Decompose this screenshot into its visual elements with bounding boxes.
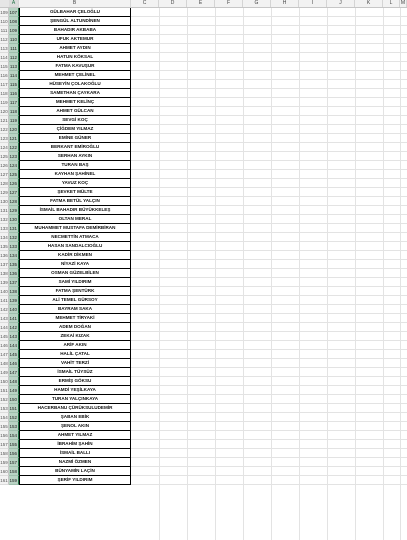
row-header[interactable]: 116 [0, 73, 8, 78]
cell-b-name[interactable]: ŞENOL AKIN [19, 422, 131, 431]
column-header-a[interactable]: A [9, 0, 19, 7]
cell-b-name[interactable]: HASAN SANDALCIOĞLU [19, 242, 131, 251]
row-header[interactable]: 139 [0, 280, 8, 285]
row-header[interactable]: 132 [0, 217, 8, 222]
grid-row-line [131, 412, 407, 413]
column-header-c[interactable]: C [131, 0, 159, 7]
cell-a[interactable]: 108 [9, 19, 17, 24]
grid-row-line [131, 97, 407, 98]
grid-row-line [131, 232, 407, 233]
grid-row-line [131, 214, 407, 215]
grid-row-line [131, 466, 407, 467]
column-header-g[interactable]: G [243, 0, 271, 7]
cell-a[interactable]: 135 [9, 262, 17, 267]
grid-row-line [131, 178, 407, 179]
row-header[interactable]: 151 [0, 388, 8, 393]
cell-a[interactable]: 130 [9, 217, 17, 222]
grid-row-line [131, 88, 407, 89]
cell-b-name[interactable]: BÜNYAMİN LAÇİN [19, 467, 131, 476]
cell-b-name[interactable]: UFUK AKTEMUR [19, 35, 131, 44]
row-header[interactable]: 146 [0, 343, 8, 348]
column-header-k[interactable]: K [355, 0, 383, 7]
grid-row-line [131, 331, 407, 332]
cell-a[interactable]: 129 [9, 208, 17, 213]
cell-b-name[interactable]: AHMET GÜLCAN [19, 107, 131, 116]
grid-row-line [131, 448, 407, 449]
grid-row-line [131, 358, 407, 359]
row-header[interactable]: 140 [0, 289, 8, 294]
cell-b-name[interactable]: NECMETTİN ATMACA [19, 233, 131, 242]
cell-b-name[interactable]: SAMETHAN ÇAYKARA [19, 89, 131, 98]
grid-row-line [131, 367, 407, 368]
row-header[interactable]: 149 [0, 370, 8, 375]
grid-row-line [131, 79, 407, 80]
cell-a[interactable]: 141 [9, 316, 17, 321]
cell-b-name[interactable]: OSMAN GÜZELBİLEN [19, 269, 131, 278]
grid-row-line [131, 421, 407, 422]
cell-b-name[interactable]: BAYRAM SAKA [19, 305, 131, 314]
grid-row-line [131, 16, 407, 17]
column-header-b[interactable]: B [19, 0, 131, 7]
row-header[interactable]: 119 [0, 100, 8, 105]
cell-b-name[interactable]: HACERBANU ÇÜRÜKSULUDEMİR [19, 404, 131, 413]
grid-row-line [131, 394, 407, 395]
grid-row-line [131, 268, 407, 269]
cell-a[interactable]: 121 [9, 136, 17, 141]
cell-a[interactable]: 159 [9, 478, 17, 483]
grid-row-line [131, 196, 407, 197]
cell-a[interactable]: 144 [9, 343, 17, 348]
row-header[interactable]: 133 [0, 226, 8, 231]
row-header[interactable]: 160 [0, 469, 8, 474]
cell-b-name[interactable]: FATMA KAVUŞUR [19, 62, 131, 71]
cell-b-name[interactable]: ARİF AKIN [19, 341, 131, 350]
cell-b-name[interactable]: MEHMET KELİNÇ [19, 98, 131, 107]
grid-row-line [131, 322, 407, 323]
cell-a[interactable]: 124 [9, 163, 17, 168]
cell-b-name[interactable]: VAHİT TERZİ [19, 359, 131, 368]
cell-a[interactable]: 111 [10, 46, 17, 51]
row-header[interactable]: 115 [0, 64, 8, 69]
grid-row-line [131, 115, 407, 116]
cell-a[interactable]: 119 [9, 118, 17, 123]
cell-a[interactable]: 123 [9, 154, 17, 159]
cell-b-name[interactable]: OLTAN MERAL [19, 215, 131, 224]
grid-row-line [131, 484, 407, 485]
cell-b-name[interactable]: İSMAİL TÜYSÜZ [19, 368, 131, 377]
cell-a[interactable]: 133 [9, 244, 17, 249]
column-header-h[interactable]: H [271, 0, 299, 7]
cell-a[interactable]: 150 [9, 397, 17, 402]
cell-a[interactable]: 109 [9, 28, 17, 33]
row-header[interactable]: 120 [0, 109, 8, 114]
cell-a[interactable]: 155 [9, 442, 17, 447]
grid-row-line [131, 133, 407, 134]
row-header[interactable]: 112 [0, 37, 8, 42]
cell-b-name[interactable]: MEHMET TİRYAKİ [19, 314, 131, 323]
row-header[interactable]: 127 [0, 172, 8, 177]
cell-a[interactable]: 143 [9, 334, 17, 339]
cell-b-name[interactable]: ERMİŞ GÖKSU [19, 377, 131, 386]
cell-b-name[interactable]: ŞABAN EBİK [19, 413, 131, 422]
column-header-f[interactable]: F [215, 0, 243, 7]
grid-row-line [131, 34, 407, 35]
cell-b-name[interactable]: KAYHAN ŞAHİNEL [19, 170, 131, 179]
row-header[interactable]: 159 [0, 460, 8, 465]
row-header[interactable]: 154 [0, 415, 8, 420]
cell-a[interactable]: 125 [9, 172, 17, 177]
cell-a[interactable]: 147 [9, 370, 17, 375]
cell-b-name[interactable]: GÜLBAHAR ÇELOĞLU [19, 8, 131, 17]
cell-b-name[interactable]: TURAN BAŞ [19, 161, 131, 170]
cell-a[interactable]: 140 [9, 307, 17, 312]
row-header[interactable]: 157 [0, 442, 8, 447]
row-header[interactable]: 114 [0, 55, 8, 60]
cell-a[interactable]: 152 [9, 415, 17, 420]
cell-a[interactable]: 118 [9, 109, 17, 114]
grid-row-line [131, 160, 407, 161]
grid-row-line [131, 25, 407, 26]
cell-a[interactable]: 157 [9, 460, 17, 465]
cell-b-name[interactable]: İSMAİL BAHADIR BÜYÜKKELEŞ [19, 206, 131, 215]
cell-b-name[interactable]: AHMET YILMAZ [19, 431, 131, 440]
cell-a[interactable]: 154 [9, 433, 17, 438]
row-header[interactable]: 156 [0, 433, 8, 438]
row-header[interactable]: 121 [0, 118, 8, 123]
cell-a[interactable]: 115 [9, 82, 17, 87]
grid-row-line [131, 169, 407, 170]
row-header[interactable]: 141 [0, 298, 8, 303]
cell-b-name[interactable]: MEHMET ÇELİNEL [19, 71, 131, 80]
cell-b-name[interactable]: SERHAN AYKIN [19, 152, 131, 161]
cell-a[interactable]: 134 [9, 253, 17, 258]
column-header-l[interactable]: L [383, 0, 400, 7]
row-header[interactable]: 137 [0, 262, 8, 267]
cell-b-name[interactable]: ŞENGÜL ALTUNDİNEN [19, 17, 131, 26]
row-header[interactable]: 155 [0, 424, 8, 429]
grid-row-line [131, 430, 407, 431]
cell-a[interactable]: 116 [9, 91, 17, 96]
cell-a[interactable]: 149 [9, 388, 17, 393]
row-header[interactable]: 153 [0, 406, 8, 411]
row-header[interactable]: 145 [0, 334, 8, 339]
row-header[interactable]: 138 [0, 271, 8, 276]
cell-b-name[interactable]: HÜSEYİN ÇOLAKOĞLU [19, 80, 131, 89]
cell-b-name[interactable]: ÇİĞDEM YILMAZ [19, 125, 131, 134]
cell-a[interactable]: 142 [9, 325, 17, 330]
cell-b-name[interactable]: MUHAMMET MUSTAFA DEMİRBİRAN [19, 224, 131, 233]
cell-a[interactable]: 120 [9, 127, 17, 132]
grid-row-line [131, 376, 407, 377]
column-header-m[interactable]: M [400, 0, 406, 6]
row-header[interactable]: 124 [0, 145, 8, 150]
row-header[interactable]: 161 [0, 478, 8, 483]
cell-a[interactable]: 128 [9, 199, 17, 204]
grid-row-line [131, 187, 407, 188]
cell-a[interactable]: 151 [9, 406, 17, 411]
cell-a[interactable]: 113 [9, 64, 17, 69]
row-header[interactable]: 110 [0, 19, 8, 24]
row-header[interactable]: 142 [0, 307, 8, 312]
grid-row-line [131, 43, 407, 44]
cell-a[interactable]: 122 [9, 145, 17, 150]
cell-a[interactable]: 131 [9, 226, 17, 231]
cell-b-name[interactable]: KADİR DİKMEN [19, 251, 131, 260]
grid-row-line [131, 277, 407, 278]
cell-b-name[interactable]: ALİ TEMEL GÜRSOY [19, 296, 131, 305]
grid-row-line [131, 250, 407, 251]
row-header[interactable]: 118 [0, 91, 8, 96]
cell-b-name[interactable]: EMİNE GÜNER [19, 134, 131, 143]
cell-a[interactable]: 138 [9, 289, 17, 294]
grid-row-line [131, 349, 407, 350]
column-header-e[interactable]: E [187, 0, 215, 7]
row-header[interactable]: 113 [0, 46, 8, 51]
column-header-j[interactable]: J [327, 0, 355, 7]
grid-row-line [131, 313, 407, 314]
cell-b-name[interactable]: İBRAHİM ŞAHİN [19, 440, 131, 449]
grid-row-line [131, 295, 407, 296]
grid-row-line [131, 124, 407, 125]
cell-a[interactable]: 136 [9, 271, 17, 276]
cell-b-name[interactable]: AHMET AYDIN [19, 44, 131, 53]
cell-a[interactable]: 110 [9, 37, 17, 42]
cell-a[interactable]: 126 [9, 181, 17, 186]
grid-row-line [131, 61, 407, 62]
cell-a[interactable]: 127 [9, 190, 17, 195]
cell-b-name[interactable]: ŞERİF YILDIRIM [19, 476, 131, 485]
grid-row-line [131, 151, 407, 152]
row-header[interactable]: 122 [0, 127, 8, 132]
cell-a[interactable]: 148 [9, 379, 17, 384]
row-header[interactable]: 148 [0, 361, 8, 366]
cell-b-name[interactable]: SEVGİ KOÇ [19, 116, 131, 125]
cell-b-name[interactable]: ZEKAİ KIZAK [19, 332, 131, 341]
row-header[interactable]: 131 [0, 208, 8, 213]
grid-row-line [131, 304, 407, 305]
cell-b-name[interactable]: ADEM DOĞAN [19, 323, 131, 332]
row-header[interactable]: 147 [0, 352, 8, 357]
row-header[interactable]: 150 [0, 379, 8, 384]
row-header[interactable]: 117 [0, 82, 8, 87]
cell-a[interactable]: 153 [9, 424, 17, 429]
cell-a[interactable]: 156 [9, 451, 17, 456]
grid-row-line [131, 457, 407, 458]
cell-a[interactable]: 114 [9, 73, 17, 78]
grid-row-line [131, 70, 407, 71]
row-header[interactable]: 135 [0, 244, 8, 249]
column-header-d[interactable]: D [159, 0, 187, 7]
cell-b-name[interactable]: HALİL ÇATAL [19, 350, 131, 359]
grid-row-line [131, 223, 407, 224]
grid-row-line [131, 286, 407, 287]
row-header[interactable]: 134 [0, 235, 8, 240]
row-header[interactable]: 125 [0, 154, 8, 159]
row-header[interactable]: 109 [0, 10, 8, 15]
grid-row-line [131, 142, 407, 143]
row-header[interactable]: 123 [0, 136, 8, 141]
cell-b-name[interactable]: FATMA ŞENTÜRK [19, 287, 131, 296]
cell-a[interactable]: 146 [9, 361, 17, 366]
row-header[interactable]: 111 [0, 28, 8, 33]
cell-a[interactable]: 112 [9, 55, 17, 60]
cell-b-name[interactable]: ŞEVKET MÜLTE [19, 188, 131, 197]
row-header[interactable]: 126 [0, 163, 8, 168]
cell-b-name[interactable]: YAVUZ KOÇ [19, 179, 131, 188]
cell-a[interactable]: 117 [9, 100, 17, 105]
cell-b-name[interactable]: FATMA BETÜL YALÇIN [19, 197, 131, 206]
cell-a[interactable]: 107 [9, 10, 17, 15]
cell-b-name[interactable]: SAMİ YILDIRIM [19, 278, 131, 287]
grid-row-line [131, 385, 407, 386]
grid-row-line [131, 340, 407, 341]
cell-a[interactable]: 158 [9, 469, 17, 474]
cell-b-name[interactable]: İSMAİL BALLI [19, 449, 131, 458]
cell-b-name[interactable]: HAMDİ YEŞİLKAYA [19, 386, 131, 395]
row-header[interactable]: 144 [0, 325, 8, 330]
cell-b-name[interactable]: BERKANT EMİROĞLU [19, 143, 131, 152]
cell-a[interactable]: 132 [9, 235, 17, 240]
grid-row-line [131, 52, 407, 53]
grid-row-line [131, 241, 407, 242]
cell-a[interactable]: 137 [9, 280, 17, 285]
row-header[interactable]: 158 [0, 451, 8, 456]
row-header[interactable]: 128 [0, 181, 8, 186]
grid-row-line [131, 475, 407, 476]
grid-row-line [131, 403, 407, 404]
cell-b-name[interactable]: HATUN KÖKSAL [19, 53, 131, 62]
grid-row-line [131, 205, 407, 206]
row-header[interactable]: 130 [0, 199, 8, 204]
grid-row-line [131, 259, 407, 260]
cell-a[interactable]: 145 [9, 352, 17, 357]
cell-b-name[interactable]: NAZMİ ÖZMEN [19, 458, 131, 467]
row-header[interactable]: 143 [0, 316, 8, 321]
grid-row-line [131, 439, 407, 440]
row-header[interactable]: 129 [0, 190, 8, 195]
cell-b-name[interactable]: TURAN YALÇINKAYA [19, 395, 131, 404]
grid-row-line [131, 106, 407, 107]
row-header[interactable]: 136 [0, 253, 8, 258]
row-header[interactable]: 152 [0, 397, 8, 402]
cell-b-name[interactable]: NİYAZİ KAYA [19, 260, 131, 269]
cell-b-name[interactable]: BAHADIR AKBABA [19, 26, 131, 35]
cell-a[interactable]: 139 [9, 298, 17, 303]
column-header-i[interactable]: I [299, 0, 327, 7]
